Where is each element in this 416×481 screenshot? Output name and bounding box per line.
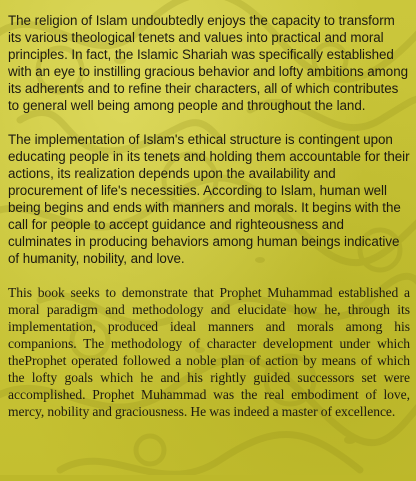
paragraph-book-purpose: This book seeks to demonstrate that Prophet Muhammad established a moral paradigm and methodology and elucidate how he, through its implementation, produced ideal manners and morals among his companions. The methodology of character development under which theProphet operated followed a noble plan of action by means of which the lofty goals which he and his rightly guided successors set were accomplished. Prophet Muhammad was the real embodiment of love, mercy, nobility and graciousness. He was indeed a master of excellence.	[8, 285, 410, 419]
paragraph-ethics: The implementation of Islam's ethical structure is contingent upon educating people in its tenets and holding them accountable for their actions, its realization depends upon the availability and procurement of life's necessities. According to Islam, human well being begins and ends with manners and morals. It begins with the call for people to accept guidance and righteousness and culminates in producing behaviors among human beings indicative of humanity, nobility, and love.	[8, 132, 410, 266]
bottom-border	[0, 475, 416, 481]
description-text	[8, 12, 410, 437]
paragraph-intro: The religion of Islam undoubtedly enjoys the capacity to transform its various theological tenets and values into practical and moral principles. In fact, the Islamic Shariah was specifically established with an eye to instilling gracious behavior and lofty ambitions among its adherents and to refine their characters, all of which contributes to general well being among people and throughout the land.	[8, 13, 408, 113]
